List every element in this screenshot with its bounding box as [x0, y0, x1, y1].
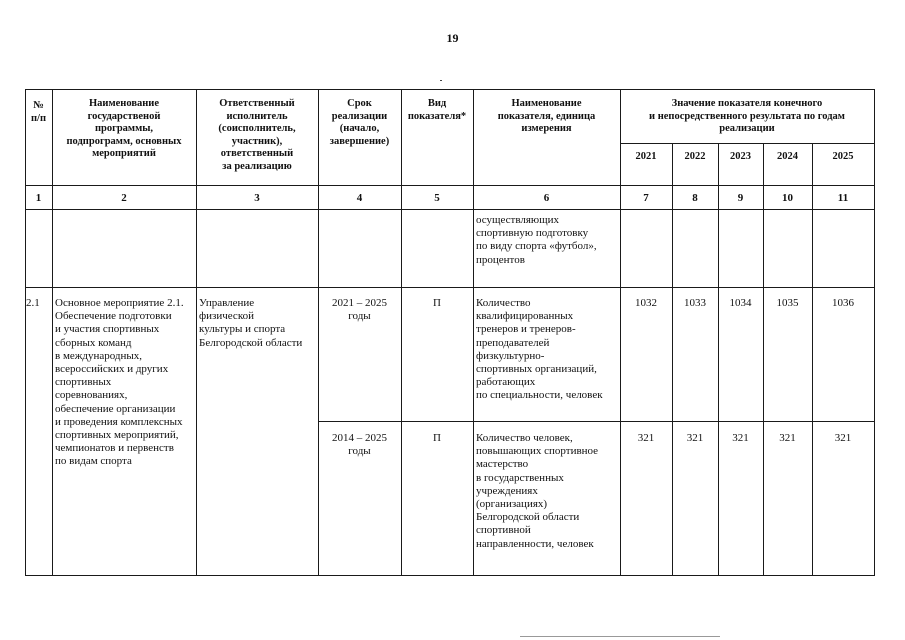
header-program-name: Наименование государственой программы, подпрограмм, основных мероприятий — [66, 98, 182, 159]
column-number: 9 — [737, 192, 744, 204]
column-number: 7 — [643, 192, 649, 204]
header-year: 2021 — [635, 151, 657, 162]
column-number: 1 — [35, 192, 42, 204]
column-number: 5 — [434, 192, 440, 204]
indicator-type: П — [433, 432, 441, 444]
column-number: 2 — [121, 192, 127, 204]
column-number: 10 — [782, 192, 793, 204]
header-year: 2025 — [832, 151, 854, 162]
indicator-name: Количество квалифицированных тренеров и тренеров- преподавателей физкультурно- спортивных организаций, работающих по специальности, человек — [476, 297, 603, 402]
value-2025: 321 — [834, 432, 852, 444]
value-2024: 321 — [779, 432, 796, 444]
scan-artifact — [520, 636, 720, 637]
value-2025: 1036 — [832, 297, 854, 309]
continuation-indicator-text: осуществляющих спортивную подготовку по виду спорта «футбол», процентов — [476, 214, 597, 266]
value-2023: 321 — [732, 432, 749, 444]
responsible-executor: Управление физической культуры и спорта Белгородской области — [199, 297, 303, 349]
value-2022: 1033 — [684, 297, 706, 309]
header-year: 2023 — [730, 151, 751, 162]
value-2021: 1032 — [635, 297, 657, 309]
header-period: Срок реализации (начало, завершение) — [329, 98, 390, 147]
header-year: 2024 — [777, 151, 798, 162]
period: 2014 – 2025 годы — [332, 432, 387, 458]
header-responsible: Ответственный исполнитель (соисполнитель, участник), ответственный за реализацию — [218, 98, 296, 172]
value-2022: 321 — [686, 432, 704, 444]
header-indicator-name: Наименование показателя, единица измерения — [497, 98, 596, 134]
column-number: 3 — [254, 192, 260, 204]
column-number: 6 — [543, 192, 550, 204]
measure-name: Основное мероприятие 2.1. Обеспечение подготовки и участия спортивных сборных команд в международных, всероссийских и других спортивных соревнованиях, обеспечение организации и проведения комплексных спортивных мероприятий, чемпионатов и первенств по видам спорта — [55, 297, 184, 468]
value-2023: 1034 — [729, 297, 752, 309]
header-values-group: Значение показателя конечного и непосредственного результата по годам реализации — [649, 98, 845, 134]
column-number: 4 — [356, 192, 363, 204]
page-number: 19 — [446, 31, 459, 45]
header-num: № п/п — [30, 100, 47, 124]
header-indicator-type: Вид показателя* — [407, 98, 467, 122]
indicator-name: Количество человек, повышающих спортивное мастерство в государственных учреждениях (организациях) Белгородской области спортивной направленности, человек — [476, 432, 599, 550]
indicator-type: П — [433, 297, 441, 309]
column-number: 8 — [692, 192, 698, 204]
period: 2021 – 2025 годы — [332, 297, 387, 323]
header-year: 2022 — [684, 151, 706, 162]
scan-artifact — [440, 80, 442, 81]
value-2024: 1035 — [776, 297, 799, 309]
column-number: 11 — [837, 192, 849, 204]
row-number: 2.1 — [26, 297, 40, 309]
value-2021: 321 — [637, 432, 655, 444]
